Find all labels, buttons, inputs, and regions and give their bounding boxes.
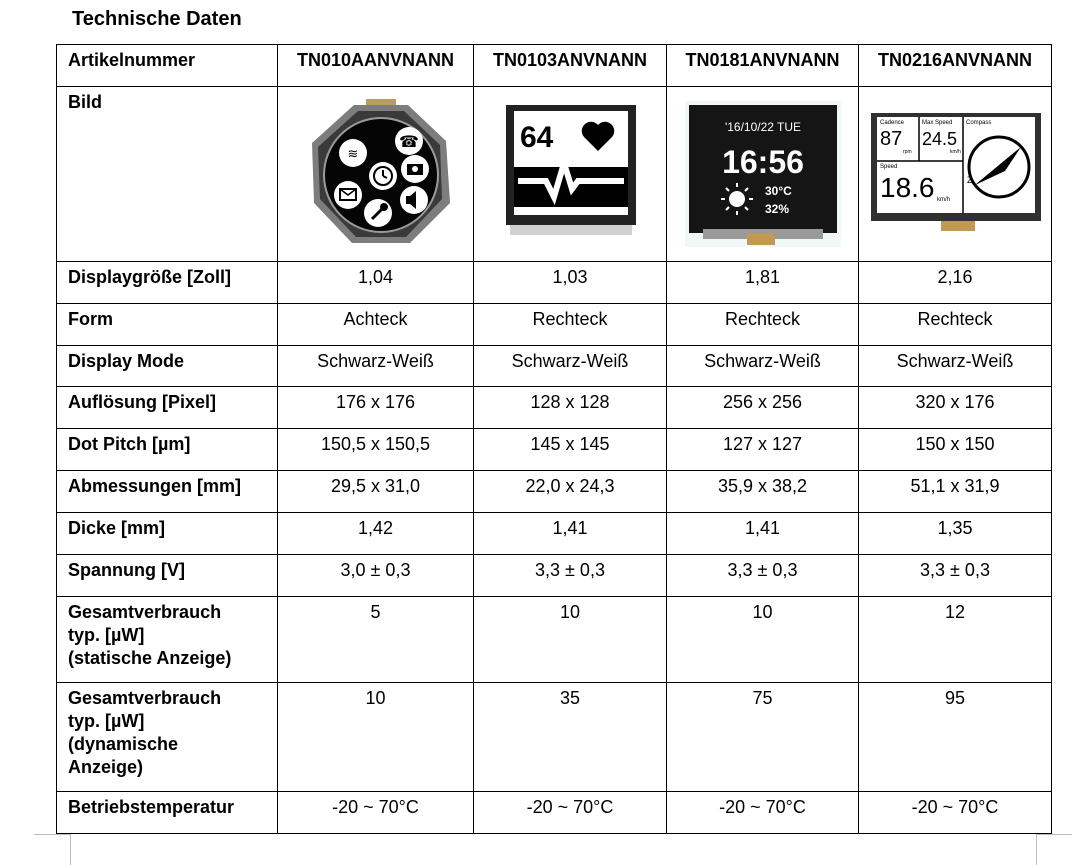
- table-cell: 75: [667, 683, 859, 792]
- table-cell: 145 x 145: [474, 429, 667, 471]
- table-cell: 127 x 127: [667, 429, 859, 471]
- row-label: Dot Pitch [µm]: [57, 429, 278, 471]
- row-label: Auflösung [Pixel]: [57, 387, 278, 429]
- table-row: [57, 597, 1052, 683]
- table-row: [57, 513, 1052, 555]
- page-margin-mark: [70, 834, 71, 865]
- table-cell: 256 x 256: [667, 387, 859, 429]
- row-label: [57, 597, 278, 683]
- table-cell: 1,41: [667, 513, 859, 555]
- product-image-cell: [667, 87, 859, 262]
- table-cell: 1,04: [278, 262, 474, 304]
- row-label: Spannung [V]: [57, 555, 278, 597]
- table-row: [57, 683, 1052, 792]
- table-cell: 95: [859, 683, 1052, 792]
- row-label: [57, 683, 278, 792]
- svg-text:64: 64: [520, 121, 554, 154]
- table-row: [57, 555, 1052, 597]
- table-cell: 29,5 x 31,0: [278, 471, 474, 513]
- svg-text:km/h: km/h: [937, 197, 951, 203]
- table-row: [57, 387, 1052, 429]
- table-cell: 150,5 x 150,5: [278, 429, 474, 471]
- svg-text:Speed: Speed: [880, 164, 898, 170]
- table-cell: 1,42: [278, 513, 474, 555]
- table-cell: 22,0 x 24,3: [474, 471, 667, 513]
- product-image-cell: [859, 87, 1052, 262]
- table-cell: 1,41: [474, 513, 667, 555]
- svg-text:Cadence: Cadence: [880, 120, 905, 126]
- table-cell: 320 x 176: [859, 387, 1052, 429]
- table-cell: 176 x 176: [278, 387, 474, 429]
- bike-computer-display-icon: [871, 113, 1041, 231]
- section-title: Technische Daten: [72, 8, 242, 30]
- svg-text:≋: ≋: [347, 146, 359, 161]
- table-cell: 5: [278, 597, 474, 683]
- svg-text:87: 87: [880, 128, 903, 150]
- row-label: Bild: [57, 87, 278, 262]
- table-cell: -20 ~ 70°C: [278, 792, 474, 834]
- svg-text:32%: 32%: [765, 202, 790, 216]
- row-label: Dicke [mm]: [57, 513, 278, 555]
- table-cell: Schwarz-Weiß: [667, 346, 859, 387]
- row-label-line: (statische Anzeige): [68, 648, 232, 668]
- table-cell: 35,9 x 38,2: [667, 471, 859, 513]
- header-label: Artikelnummer: [57, 45, 278, 87]
- spec-table: [56, 44, 1052, 834]
- table-row: [57, 262, 1052, 304]
- svg-text:30°C: 30°C: [765, 184, 792, 198]
- table-cell: 3,3 ± 0,3: [667, 555, 859, 597]
- row-label-line: Gesamtverbrauch: [68, 688, 222, 708]
- page-margin-mark: [1036, 834, 1072, 835]
- row-label-line: Anzeige): [68, 757, 144, 777]
- table-cell: Rechteck: [859, 304, 1052, 346]
- table-cell: -20 ~ 70°C: [859, 792, 1052, 834]
- svg-text:'16/10/22 TUE: '16/10/22 TUE: [724, 120, 802, 134]
- product-image-cell: [474, 87, 667, 262]
- table-cell: 3,3 ± 0,3: [474, 555, 667, 597]
- svg-text:☎: ☎: [399, 134, 419, 151]
- table-cell: 51,1 x 31,9: [859, 471, 1052, 513]
- table-cell: 1,35: [859, 513, 1052, 555]
- svg-text:km/h: km/h: [950, 149, 961, 155]
- svg-text:Z: Z: [967, 175, 973, 185]
- svg-text:18.6: 18.6: [880, 172, 935, 203]
- row-label: Displaygröße [Zoll]: [57, 262, 278, 304]
- svg-text:Max Speed: Max Speed: [922, 120, 953, 126]
- row-label-line: typ. [µW]: [68, 711, 145, 731]
- clock-display-icon: [685, 101, 841, 247]
- svg-text:16:56: 16:56: [722, 144, 804, 180]
- table-cell: 3,3 ± 0,3: [859, 555, 1052, 597]
- table-cell: Achteck: [278, 304, 474, 346]
- table-cell: 10: [474, 597, 667, 683]
- row-label: Display Mode: [57, 346, 278, 387]
- row-label: Abmessungen [mm]: [57, 471, 278, 513]
- table-cell: -20 ~ 70°C: [667, 792, 859, 834]
- header-part-number: TN0216ANVNANN: [859, 45, 1052, 87]
- table-row: [57, 346, 1052, 387]
- table-row: [57, 304, 1052, 346]
- table-cell: Schwarz-Weiß: [278, 346, 474, 387]
- table-cell: 150 x 150: [859, 429, 1052, 471]
- row-label-line: (dynamische: [68, 734, 179, 754]
- table-row: [57, 429, 1052, 471]
- product-image-cell: [278, 87, 474, 262]
- header-part-number: TN0181ANVNANN: [667, 45, 859, 87]
- table-cell: Rechteck: [474, 304, 667, 346]
- svg-text:Compass: Compass: [966, 120, 992, 126]
- table-cell: 128 x 128: [474, 387, 667, 429]
- table-cell: -20 ~ 70°C: [474, 792, 667, 834]
- table-cell: 1,03: [474, 262, 667, 304]
- octagon-watch-display-icon: [306, 99, 456, 249]
- table-cell: 12: [859, 597, 1052, 683]
- table-cell: 1,81: [667, 262, 859, 304]
- table-cell: 35: [474, 683, 667, 792]
- table-cell: 10: [667, 597, 859, 683]
- row-label: Betriebstemperatur: [57, 792, 278, 834]
- table-cell: Schwarz-Weiß: [859, 346, 1052, 387]
- page-margin-mark: [34, 834, 70, 835]
- heart-rate-display-icon: [506, 105, 636, 237]
- table-row: [57, 471, 1052, 513]
- row-label-line: Gesamtverbrauch: [68, 602, 222, 622]
- header-part-number: TN010AANVNANN: [278, 45, 474, 87]
- svg-text:24.5: 24.5: [922, 129, 958, 149]
- image-row: [57, 87, 1052, 262]
- page-margin-mark: [1036, 834, 1037, 865]
- row-label-line: typ. [µW]: [68, 625, 145, 645]
- table-cell: 10: [278, 683, 474, 792]
- svg-text:rpm: rpm: [903, 149, 912, 155]
- table-cell: 2,16: [859, 262, 1052, 304]
- table-row: [57, 792, 1052, 834]
- table-cell: Rechteck: [667, 304, 859, 346]
- header-part-number: TN0103ANVNANN: [474, 45, 667, 87]
- table-header-row: [57, 45, 1052, 87]
- table-cell: 3,0 ± 0,3: [278, 555, 474, 597]
- table-cell: Schwarz-Weiß: [474, 346, 667, 387]
- row-label: Form: [57, 304, 278, 346]
